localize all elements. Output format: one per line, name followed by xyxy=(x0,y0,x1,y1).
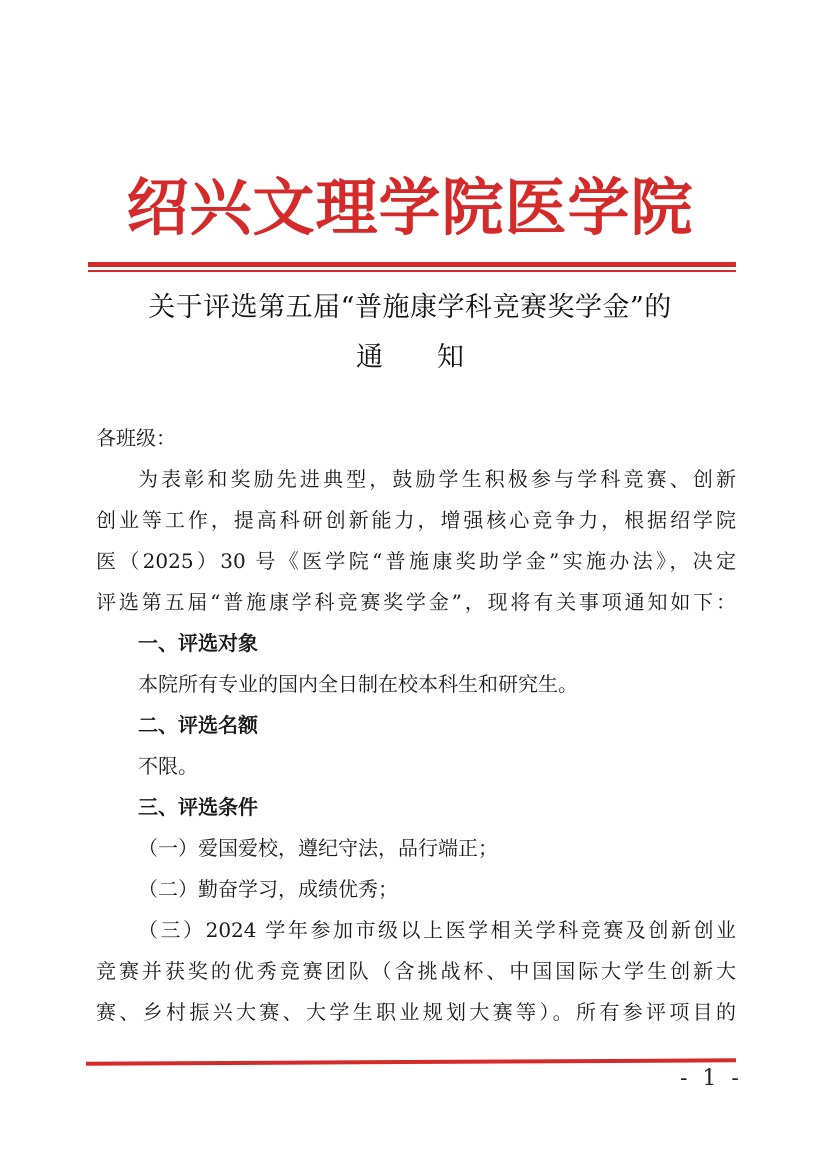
notice-title-char-1: 通 xyxy=(356,342,383,373)
letterhead-title: 绍兴文理学院医学院 xyxy=(126,171,694,244)
condition-item-3-line-3: 赛、乡村振兴大赛、大学生职业规划大赛等）。所有参评项目的 xyxy=(96,1000,736,1024)
condition-item-3-line-1: （三）2024 学年参加市级以上医学相关学科竞赛及创新创业 xyxy=(138,918,736,942)
notice-body xyxy=(96,418,736,1033)
footer-red-rule xyxy=(86,1058,736,1065)
section-heading-eligibility: 一、评选对象 xyxy=(138,631,258,655)
intro-line-4: 评选第五届“普施康学科竞赛奖学金”，现将有关事项通知如下： xyxy=(96,590,736,614)
notice-title-char-2: 知 xyxy=(437,342,464,373)
notice-title-line-2 xyxy=(80,338,740,378)
notice-title-line-1: 关于评选第五届“普施康学科竞赛奖学金”的 xyxy=(148,292,672,323)
salutation: 各班级： xyxy=(96,426,176,450)
page-number: - 1 - xyxy=(680,1066,743,1091)
section-text-eligibility: 本院所有专业的国内全日制在校本科生和研究生。 xyxy=(138,672,578,696)
condition-item-1: （一）爱国爱校，遵纪守法，品行端正； xyxy=(138,836,498,860)
condition-item-2: （二）勤奋学习，成绩优秀； xyxy=(138,877,398,901)
letterhead-red-rule-thin xyxy=(88,270,736,272)
intro-line-2: 创业等工作，提高科研创新能力，增强核心竞争力，根据绍学院 xyxy=(96,508,736,532)
condition-item-3-line-2: 竞赛并获奖的优秀竞赛团队（含挑战杯、中国国际大学生创新大 xyxy=(96,959,736,983)
intro-line-1: 为表彰和奖励先进典型，鼓励学生积极参与学科竞赛、创新 xyxy=(138,467,736,491)
section-text-quota: 不限。 xyxy=(138,754,198,778)
section-heading-conditions: 三、评选条件 xyxy=(138,795,258,819)
intro-line-3: 医（2025）30 号《医学院“普施康奖助学金”实施办法》，决定 xyxy=(96,549,736,573)
section-heading-quota: 二、评选名额 xyxy=(138,713,258,737)
letterhead-red-rule xyxy=(88,262,736,267)
